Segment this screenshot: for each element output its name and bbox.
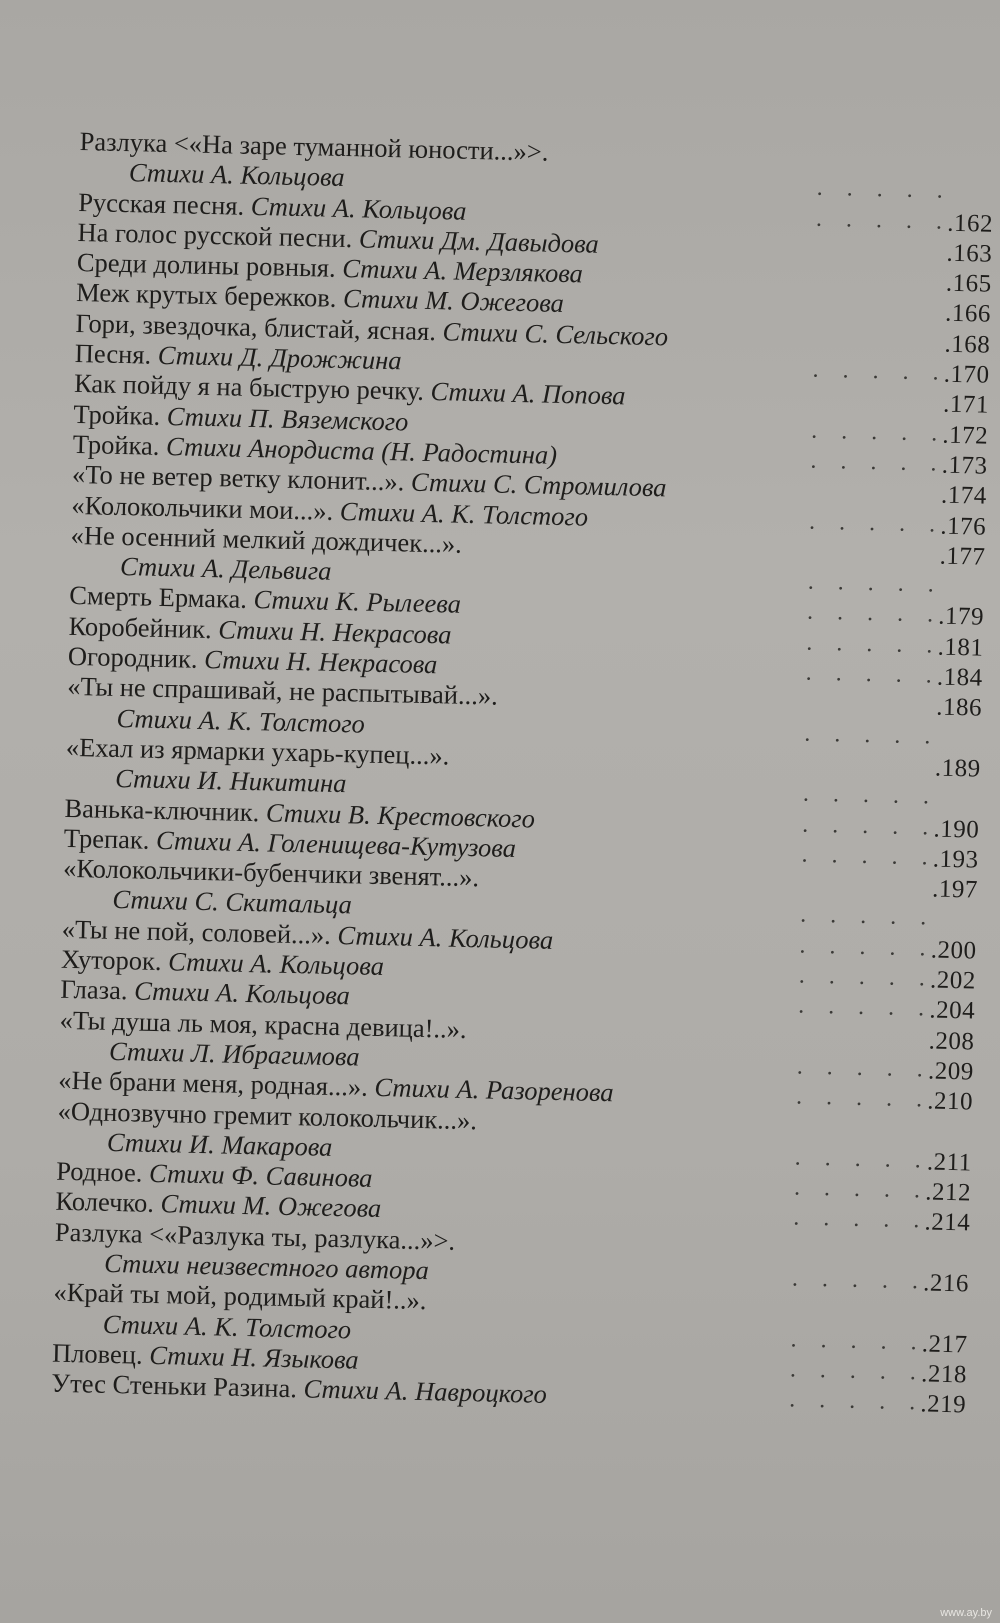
entry-author: Стихи И. Макарова [106,1126,333,1162]
page-number: .219 [920,1390,967,1419]
page-number: .168 [944,330,991,359]
page-number: .184 [936,663,984,692]
entry-title: Тройка. [73,398,168,431]
dot-leader: . . . . . [810,447,946,477]
entry-author: Стихи А. Кольцова [167,946,385,982]
page-number: .193 [932,845,979,874]
page-number: .210 [927,1087,974,1116]
entry-title: Среди долины ровныя. [76,247,343,284]
dot-leader: . . . . . [789,1356,926,1386]
entry-author: Стихи А. Мерзлякова [341,253,584,289]
page-number: .204 [929,996,976,1025]
page-number: .181 [937,633,984,662]
entry-author: Стихи П. Вяземского [166,400,409,437]
entry-author: Стихи А. Попова [430,376,626,411]
dot-leader: . . . . . [810,417,947,447]
entry-author: Стихи А. К. Толстого [339,495,589,532]
entry-title: Колечко. [55,1186,161,1219]
entry-title: Трепак. [63,822,157,855]
entry-author: Стихи С. Скитальца [112,884,353,920]
entry-title: «Не осенний мелкий дождичек...». [70,519,463,559]
entry-title: «Колокольчики мои...». [71,489,341,526]
entry-title: Родное. [55,1155,150,1188]
page-number: .200 [930,936,977,965]
entry-author: Стихи М. Ожегова [160,1188,382,1224]
dot-leader: . . . . . [795,1083,932,1113]
entry-title: Глаза. [60,974,135,1006]
entry-title: Хуторок. [60,943,169,977]
page-number: .163 [946,239,993,268]
dot-leader: . . . . . [802,780,939,810]
entry-author: Стихи А. Дельвига [119,551,332,586]
entry-author: Стихи А. Навроцкого [303,1373,548,1410]
page-number: .165 [945,269,992,298]
entry-title: «Ты душа ль моя, красна девица!..». [59,1004,467,1044]
entry-title: Ванька-ключник. [64,792,267,827]
page-number: .173 [941,451,988,480]
entry-title: Огородник. [67,640,205,674]
page-number: .209 [927,1057,975,1086]
entry-title: Меж крутых бережков. [75,277,344,314]
dot-leader: . . . . . [791,1265,928,1295]
dot-leader: . . . . . [812,356,948,386]
dot-leader: . . . . . [804,720,940,750]
page-number: .217 [921,1329,968,1359]
page-number: .170 [943,360,990,389]
entry-author: Стихи Д. Дрожжина [157,339,402,376]
dot-leader: . . . . . [806,599,943,629]
entry-author: Стихи Анордиста (Н. Радостина) [165,431,558,470]
entry-title: Пловец. [51,1337,150,1370]
dot-leader: . . . . . [815,205,952,235]
page-number: .179 [938,603,985,632]
entry-title: Как пойду я на быструю речку. [73,368,431,407]
entry-author: Стихи А. Голенищева-Кутузова [155,824,517,863]
entry-title: «То не ветер ветку клонит...». [71,459,412,497]
page-number: .202 [929,966,977,995]
dot-leader: . . . . . [794,1144,931,1174]
page-number: .177 [939,542,986,571]
entry-title: Утес Стеньки Разина. [51,1367,304,1404]
dot-leader: . . . . . [788,1386,925,1416]
entry-author: Стихи А. Кольцова [250,190,467,226]
entry-title: Смерть Ермака. [69,580,254,615]
page-number: .211 [926,1148,973,1177]
dot-leader: . . . . . [797,992,934,1022]
entry-title: Коробейник. [68,610,219,645]
page-number: .218 [920,1360,968,1389]
entry-title: На голос русской песни. [77,216,360,254]
page-number: .171 [942,391,990,420]
dot-leader: . . . . . [807,568,944,598]
entry-title: Разлука <«Разлука ты, разлука...»>. [54,1216,456,1256]
page-number: .186 [935,693,983,722]
entry-title: «Однозвучно гремит колокольчик...». [57,1095,478,1135]
entry-author: Стихи А. Кольцова [133,975,351,1011]
entry-title: «Колокольчики-бубенчики звенят...». [62,852,480,893]
entry-title: Песня. [74,338,159,370]
page-number: .162 [946,209,994,238]
entry-author: Стихи Ф. Савинова [148,1157,373,1193]
entry-title: Русская песня. [77,186,252,221]
dot-leader: . . . . . [816,175,953,205]
entry-title: Тройка. [72,428,167,462]
page-number: .176 [940,512,987,541]
dot-leader: . . . . . [806,629,942,659]
entry-author: Стихи А. Кольцова [128,157,345,193]
dot-leader: . . . . . [801,841,937,871]
dot-leader: . . . . . [805,659,942,689]
dot-leader: . . . . . [793,1174,930,1204]
entry-title: «Не брани меня, родная...». [58,1064,375,1103]
entry-author: Стихи А. Разоренова [374,1072,614,1108]
dot-leader: . . . . . [799,932,935,962]
entry-title: Разлука <«На заре туманной юности...»>. [79,126,549,167]
entry-author: Стихи А. Кольцова [337,919,554,955]
dot-leader: . . . . . [798,962,935,992]
watermark: www.ay.by [940,1607,992,1619]
entry-title: «Край ты мой, родимый край!..». [53,1276,427,1316]
entry-title: «Ты не пой, соловей...». [61,913,338,950]
page-number: .189 [934,754,981,783]
entry-title: «Ты не спрашивай, не распытывай...». [66,671,499,711]
page-number: .216 [922,1269,970,1298]
entry-author: Стихи К. Рылеева [253,584,462,620]
dot-leader: . . . . . [796,1053,933,1083]
entry-author: Стихи А. К. Толстого [102,1308,352,1345]
entry-author: Стихи Н. Языкова [148,1339,359,1375]
entry-author: Стихи С. Сельского [442,316,669,352]
entry-title: «Ехал из ярмарки ухарь-купец...». [65,731,450,771]
page-number: .214 [924,1208,971,1237]
entry-author: Стихи А. К. Толстого [116,702,366,739]
table-of-contents [51,126,995,1419]
page-number: .190 [933,815,980,844]
page-number: .208 [928,1027,975,1056]
dot-leader: . . . . . [793,1204,929,1234]
dot-leader: . . . . . [799,901,936,932]
entry-author: Стихи Н. Некрасова [203,644,438,680]
page-number: .197 [931,875,979,904]
entry-title: Гори, звездочка, блистай, ясная. [75,307,443,347]
entry-author: Стихи Л. Ибрагимова [108,1035,360,1072]
page-number: .174 [940,481,988,510]
dot-leader: . . . . . [790,1326,926,1356]
dot-leader: . . . . . [808,508,945,538]
page-number: .172 [942,421,989,450]
entry-author: Стихи Дм. Давыдова [358,223,600,259]
page-number: .166 [944,300,992,329]
entry-author: Стихи С. Стромилова [410,466,667,503]
entry-author: Стихи Н. Некрасова [217,614,452,650]
dot-leader: . . . . . [802,811,938,841]
entry-author: Стихи И. Никитина [114,763,347,799]
entry-author: Стихи В. Крестовского [265,796,536,834]
entry-author: Стихи неизвестного автора [103,1247,430,1286]
entry-author: Стихи М. Ожегова [342,283,565,319]
page-number: .212 [924,1178,972,1207]
